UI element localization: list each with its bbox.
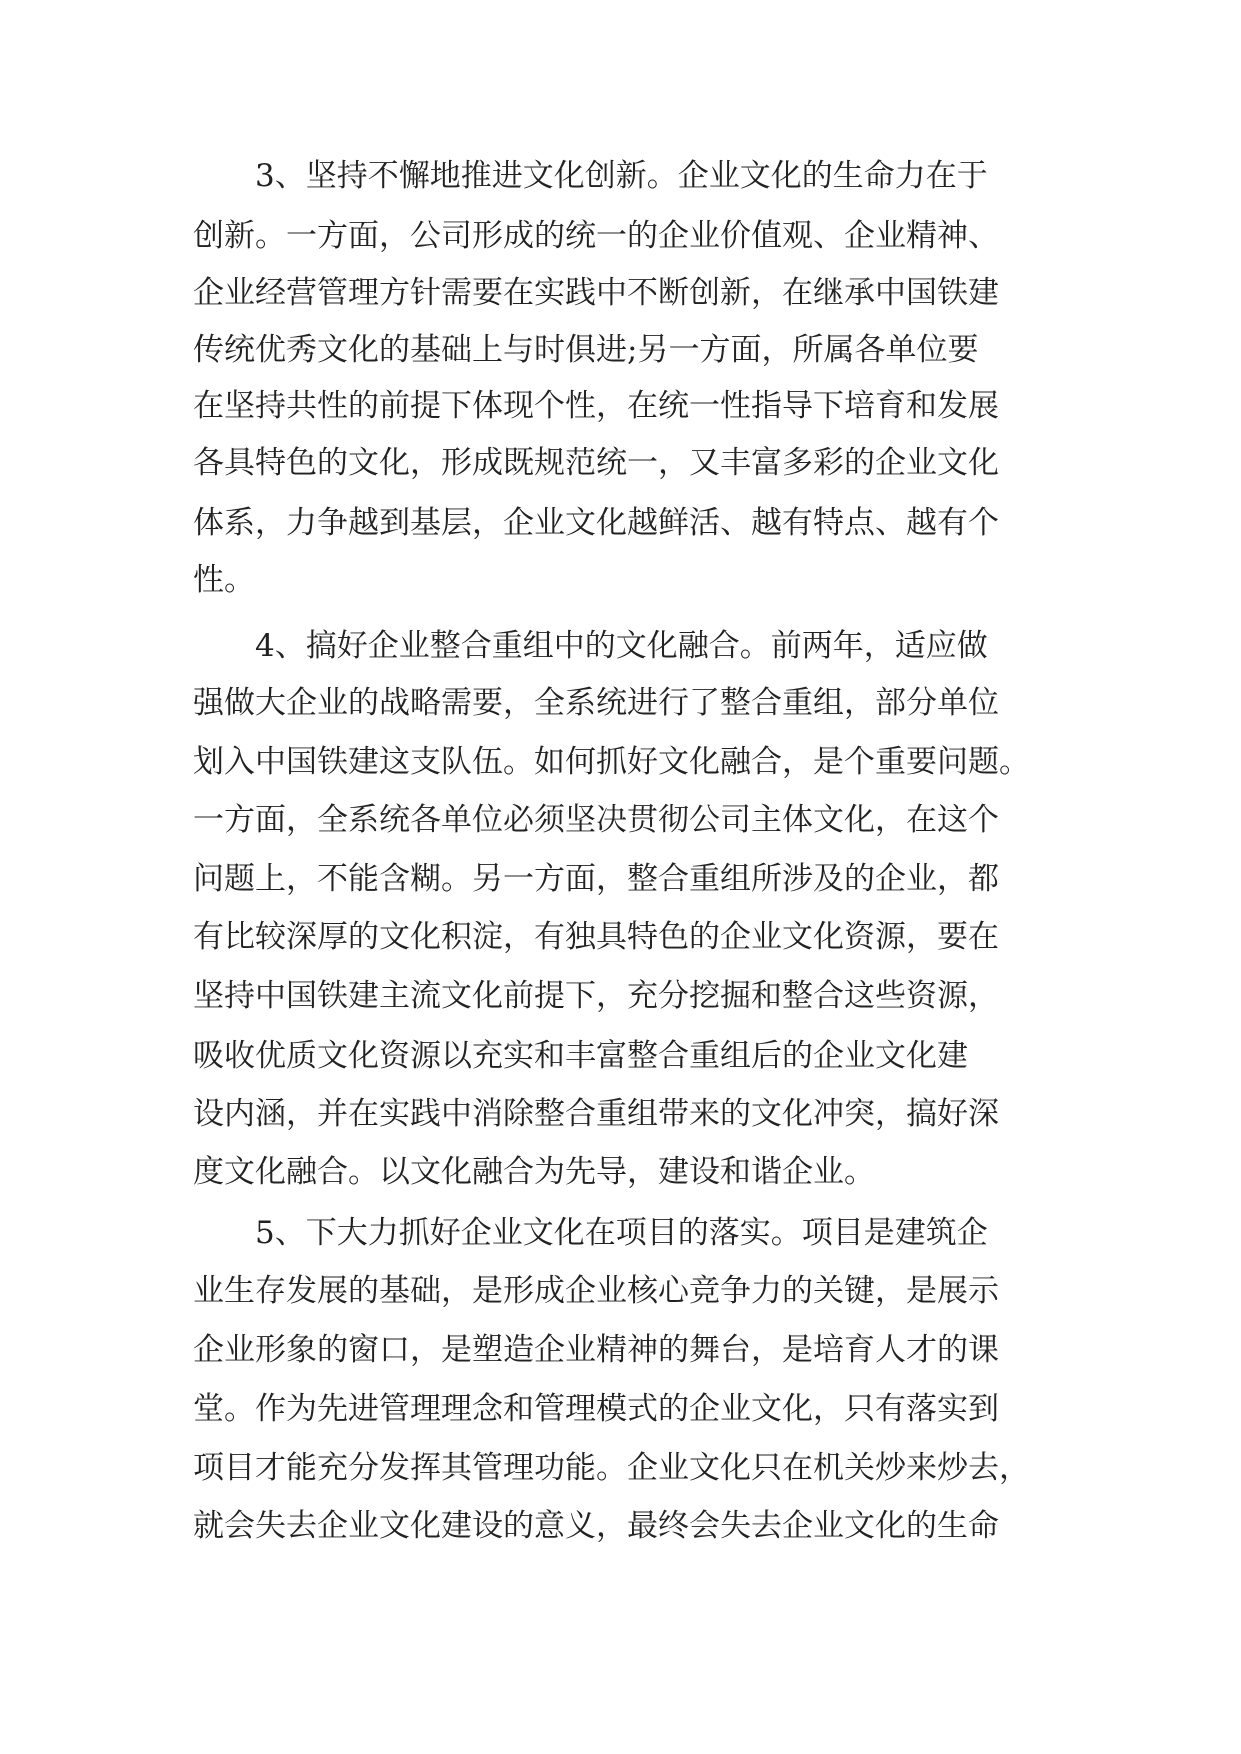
paragraph-4-line: 度文化融合。以文化融合为先导，建设和谐企业。 [193,1154,875,1190]
paragraph-3-line: 各具特色的文化，形成既规范统一，又丰富多彩的企业文化 [193,445,999,481]
paragraph-4-line: 划入中国铁建这支队伍。如何抓好文化融合，是个重要问题。 [193,744,1030,780]
paragraph-3-line: 3、坚持不懈地推进文化创新。企业文化的生命力在于 [255,158,988,194]
paragraph-4-line: 问题上，不能含糊。另一方面，整合重组所涉及的企业，都 [193,861,999,897]
paragraph-5-line: 就会失去企业文化建设的意义，最终会失去企业文化的生命 [193,1508,999,1544]
paragraph-5-line: 项目才能充分发挥其管理功能。企业文化只在机关炒来炒去， [193,1450,1030,1486]
paragraph-3-line: 企业经营管理方针需要在实践中不断创新，在继承中国铁建 [193,275,999,311]
paragraph-3-line: 创新。一方面，公司形成的统一的企业价值观、企业精神、 [193,218,999,254]
paragraph-3-line: 传统优秀文化的基础上与时俱进;另一方面，所属各单位要 [193,332,979,368]
paragraph-5-line: 企业形象的窗口，是塑造企业精神的舞台，是培育人才的课 [193,1332,999,1368]
paragraph-4-line: 一方面，全系统各单位必须坚决贯彻公司主体文化，在这个 [193,802,999,838]
paragraph-3-line: 性。 [193,562,255,598]
paragraph-4-line: 坚持中国铁建主流文化前提下，充分挖掘和整合这些资源， [193,978,999,1014]
paragraph-4-line: 吸收优质文化资源以充实和丰富整合重组后的企业文化建 [193,1038,968,1074]
paragraph-4-line: 有比较深厚的文化积淀，有独具特色的企业文化资源，要在 [193,919,999,955]
paragraph-4-line: 4、搞好企业整合重组中的文化融合。前两年，适应做 [255,628,988,664]
paragraph-3-line: 体系，力争越到基层，企业文化越鲜活、越有特点、越有个 [193,505,999,541]
paragraph-5-line: 5、下大力抓好企业文化在项目的落实。项目是建筑企 [255,1215,988,1251]
paragraph-4-line: 设内涵，并在实践中消除整合重组带来的文化冲突，搞好深 [193,1096,999,1132]
paragraph-3-line: 在坚持共性的前提下体现个性，在统一性指导下培育和发展 [193,388,999,424]
paragraph-5-line: 堂。作为先进管理理念和管理模式的企业文化，只有落实到 [193,1391,999,1427]
paragraph-4-line: 强做大企业的战略需要，全系统进行了整合重组，部分单位 [193,685,999,721]
paragraph-5-line: 业生存发展的基础，是形成企业核心竞争力的关键，是展示 [193,1273,999,1309]
